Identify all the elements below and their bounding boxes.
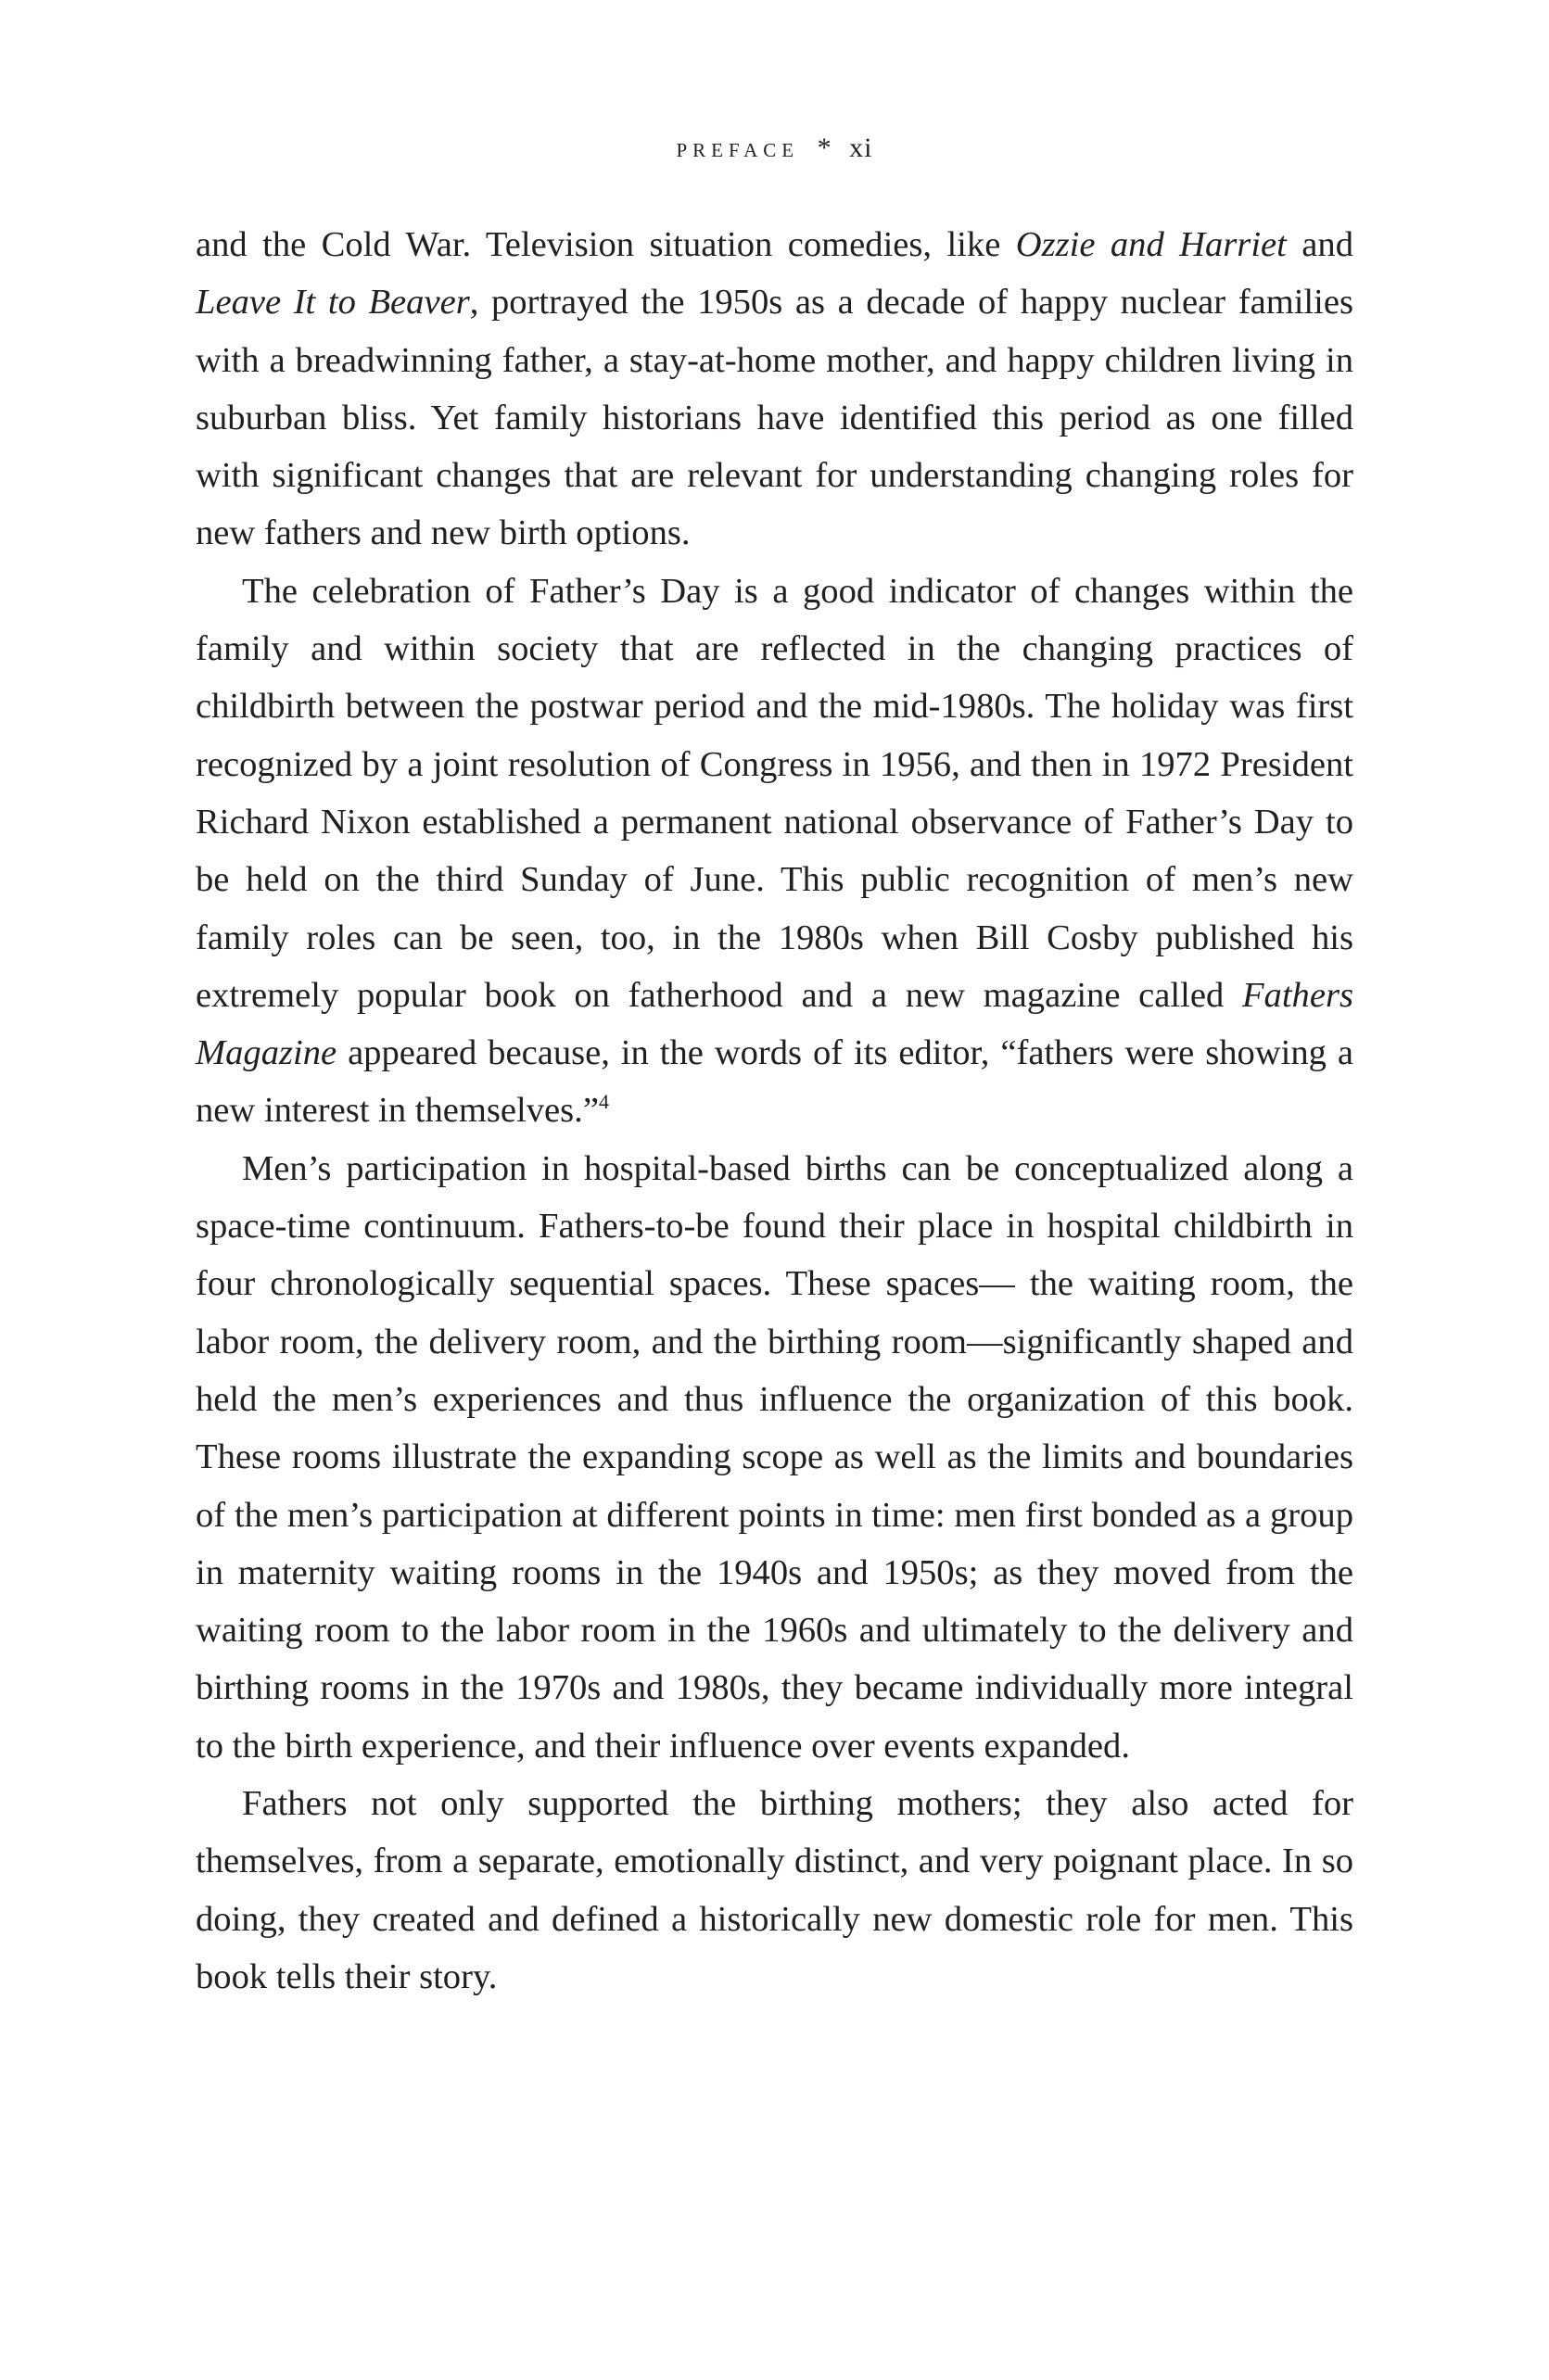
body-text: [196, 216, 1353, 2006]
title-fathers-magazine: Fathers Magazine: [196, 975, 1353, 1073]
running-head-title: preface: [676, 133, 800, 163]
paragraph-1-text-3: , portrayed the 1950s as a decade of happy nuclear families with a breadwinning father, a stay-at-home mother, and happy children living in suburban bliss. Yet family historians have identified this period as one filled with significant changes that are relevant for understanding changing roles for new fathers and new birth options.: [196, 283, 1353, 553]
paragraph-1-text-1: and the Cold War. Television situation comedies, like: [196, 225, 1016, 264]
paragraph-1: [196, 216, 1353, 563]
paragraph-4-text-1: Fathers not only supported the birthing mothers; they also acted for themselves, from a separate, emotionally distinct, and very poignant place. In so doing, they created and defined a historically new domestic role for men. This book tells their story.: [196, 1784, 1353, 1996]
paragraph-3-text-1: Men’s participation in hospital-based births can be conceptualized along a space-time continuum. Fathers-to-be found their place in hospital childbirth in four chronologically sequential spaces. These spaces— the waiting room, the labor room, the delivery room, and the birthing room—significantly shaped and held the men’s experiences and thus influence the organization of this book. These rooms illustrate the expanding scope as well as the limits and boundaries of the men’s participation at different points in time: men first bonded as a group in maternity waiting rooms in the 1940s and 1950s; as they moved from the waiting room to the labor room in the 1960s and ultimately to the delivery and birthing rooms in the 1970s and 1980s, they became individually more integral to the birth experience, and their influence over events expanded.: [196, 1148, 1353, 1766]
running-head-separator: *: [817, 133, 832, 163]
paragraph-3: [196, 1140, 1353, 1775]
title-ozzie-and-harriet: Ozzie and Harriet: [1015, 225, 1287, 264]
page-number: xi: [849, 133, 873, 163]
paragraph-4: [196, 1775, 1353, 2006]
paragraph-2: [196, 563, 1353, 1140]
running-head: [0, 130, 1549, 167]
footnote-marker-4[interactable]: 4: [598, 1090, 609, 1114]
paragraph-2-text-1: The celebration of Father’s Day is a good indicator of changes within the family and within society that are reflected in the changing practices of childbirth between the postwar period and the mid-1980s. The holiday was first recognized by a joint resolution of Congress in 1956, and then in 1972 President Richard Nixon established a permanent national observance of Father’s Day to be held on the third Sunday of June. This public recognition of men’s new family roles can be seen, too, in the 1980s when Bill Cosby published his extremely popular book on fatherhood and a new magazine called: [196, 571, 1353, 1015]
paragraph-1-text-2: and: [1286, 225, 1353, 264]
paragraph-2-text-2: appeared because, in the words of its editor, “fathers were showing a new interest in themselves.”: [196, 1033, 1353, 1131]
title-leave-it-to-beaver: Leave It to Beaver: [196, 283, 470, 323]
